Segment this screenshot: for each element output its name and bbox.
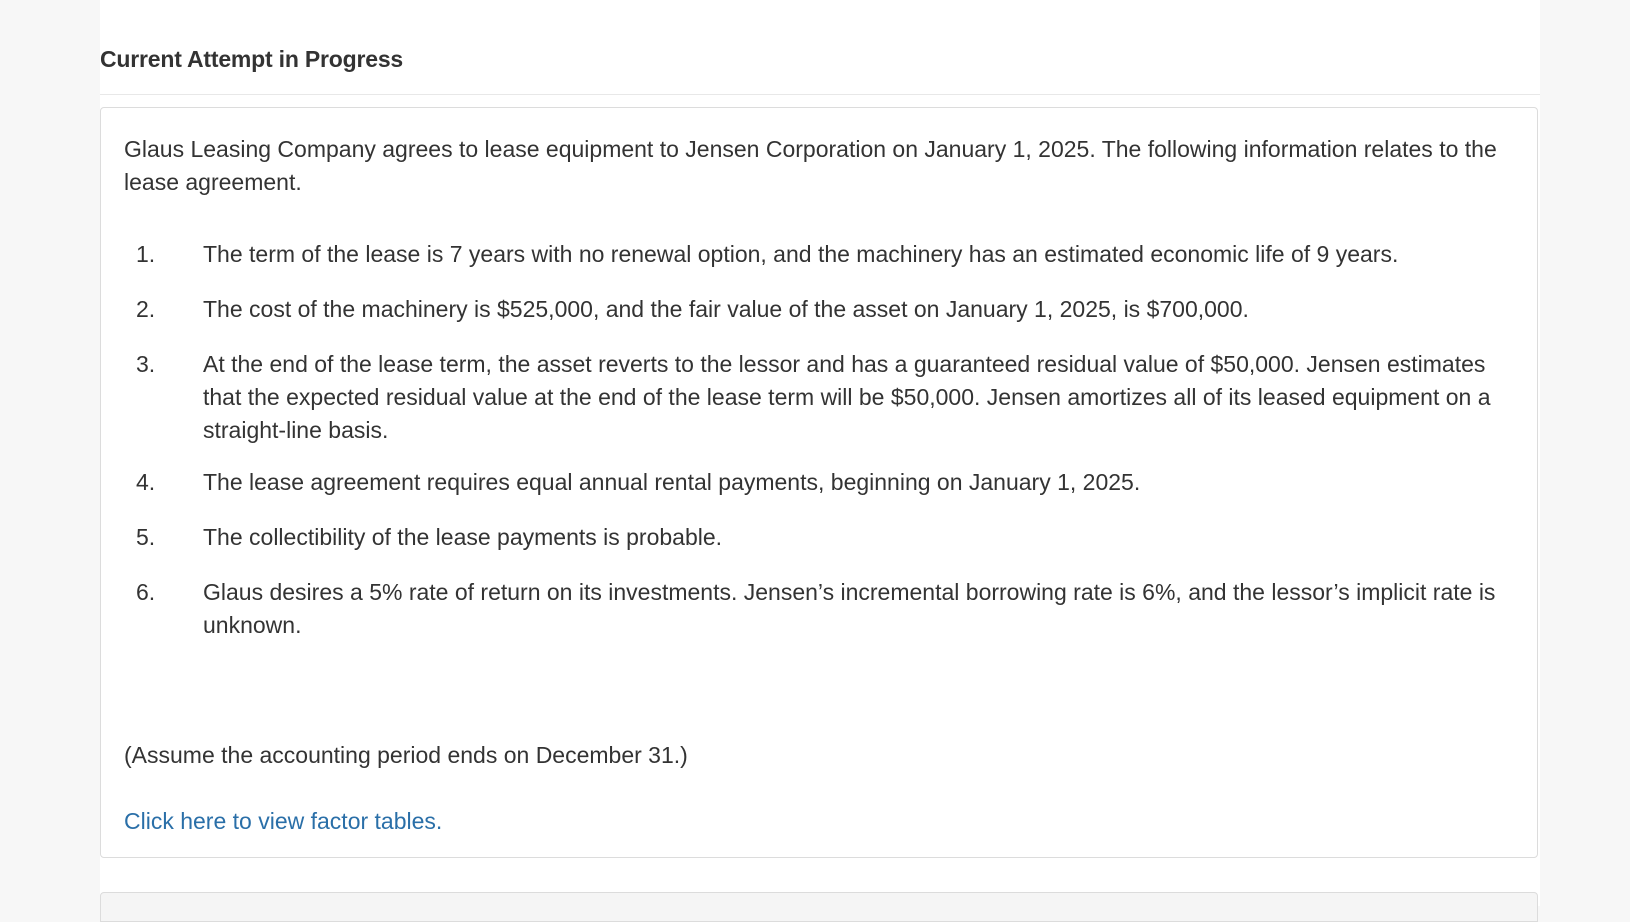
list-item-number: 5. (136, 524, 156, 550)
list-item-text: The collectibility of the lease payments is probable. (203, 524, 723, 550)
next-section-panel (100, 892, 1538, 922)
list-item-number: 1. (136, 241, 156, 267)
page-title: Current Attempt in Progress (100, 46, 404, 72)
list-item-number: 6. (136, 579, 156, 605)
list-item-text: At the end of the lease term, the asset reverts to the lessor and has a guaranteed residual value of $50,000. Jensen estimates that the expected residual value at the end of the lease term will be $50,000. Jensen amortizes all of its leased equipment on a straight-line basis. (203, 351, 1491, 443)
question-page (100, 0, 1540, 906)
problem-intro: Glaus Leasing Company agrees to lease equipment to Jensen Corporation on January 1, 2025. The following information relates to the lease agreement. (124, 136, 1497, 195)
list-item-text: The term of the lease is 7 years with no renewal option, and the machinery has an estimated economic life of 9 years. (203, 241, 1399, 267)
list-item-number: 3. (136, 351, 156, 377)
list-item-text: The cost of the machinery is $525,000, and the fair value of the asset on January 1, 2025, is $700,000. (203, 296, 1249, 322)
list-item-number: 4. (136, 469, 156, 495)
list-item-text: Glaus desires a 5% rate of return on its investments. Jensen’s incremental borrowing rate is 6%, and the lessor’s implicit rate is unknown. (203, 579, 1496, 638)
factor-tables-link[interactable]: Click here to view factor tables. (124, 808, 443, 834)
list-item-text: The lease agreement requires equal annual rental payments, beginning on January 1, 2025. (203, 469, 1141, 495)
accounting-period-note: (Assume the accounting period ends on December 31.) (124, 742, 688, 768)
list-item-number: 2. (136, 296, 156, 322)
problem-card (100, 107, 1538, 858)
title-divider (100, 94, 1540, 95)
